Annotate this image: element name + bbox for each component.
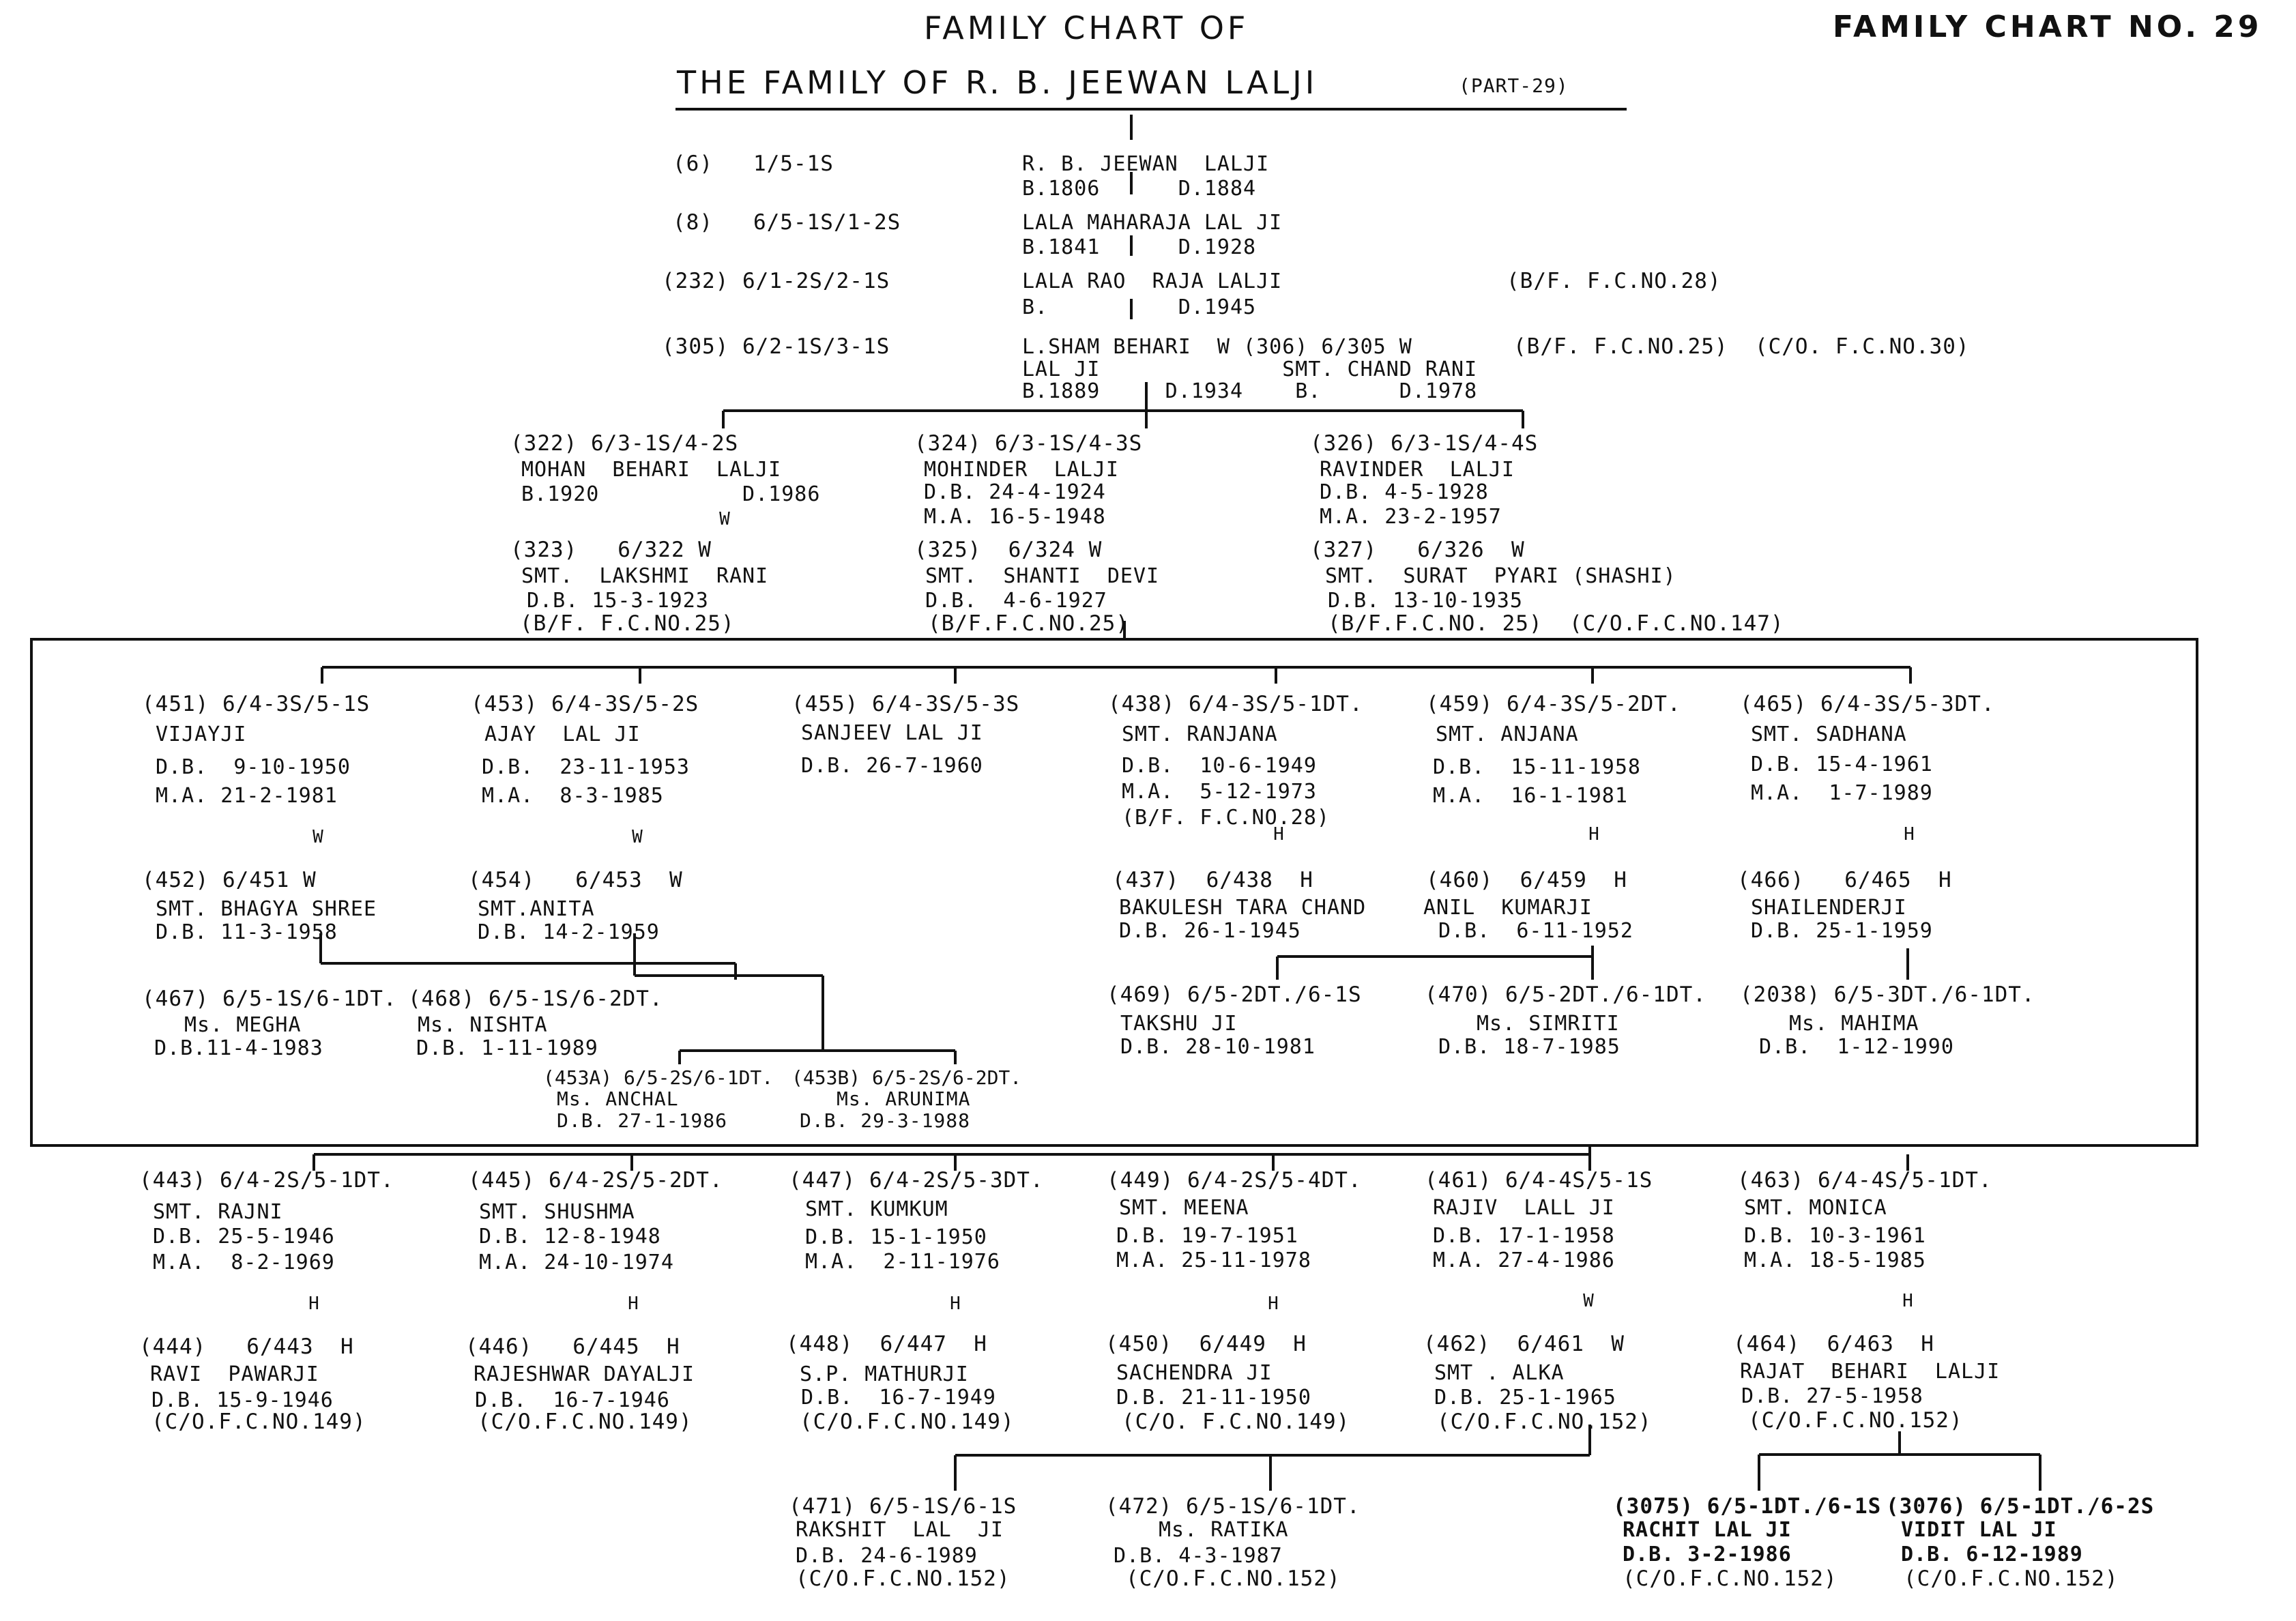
relation-marker: H [308, 1294, 319, 1314]
gen5-dates: D.B. 15-11-1958 M.A. 16-1-1981 [1433, 755, 1641, 808]
spouse-dates: D.B. 11-3-1958 [156, 920, 338, 944]
spouse-dates: D.B. 15-3-1923 [527, 589, 709, 613]
spouse-name: SMT.ANITA [478, 897, 595, 921]
spouse-note: (C/O.F.C.NO.152) [1437, 1410, 1652, 1434]
gen5-name: SMT. RANJANA [1122, 722, 1278, 746]
gen5-dates: D.B. 15-1-1950 M.A. 2-11-1976 [805, 1225, 1000, 1274]
gen5-dates: D.B. 26-7-1960 [801, 754, 983, 778]
gen5-name: SMT. MONICA [1744, 1196, 1887, 1220]
spouse-dates: D.B. 21-11-1950 [1116, 1386, 1311, 1410]
gen4-code: (324) 6/3-1S/4-3S [914, 431, 1143, 456]
spouse-dates: D.B. 25-1-1959 [1751, 919, 1933, 943]
gen6-dates: D.B. 28-10-1981 [1120, 1035, 1316, 1059]
gen6-note: (C/O.F.C.NO.152) [1126, 1566, 1341, 1591]
gen6-dates: D.B. 27-1-1986 [557, 1109, 728, 1132]
spouse-dates: D.B. 13-10-1935 [1328, 589, 1523, 613]
relation-marker: W [719, 509, 730, 529]
relation-marker: H [1273, 824, 1284, 845]
gen6-name: RACHIT LAL JI [1623, 1518, 1792, 1542]
spouse-code: (464) 6/463 H [1733, 1332, 1934, 1356]
spouse-dates: D.B. 16-7-1946 [475, 1388, 670, 1412]
ancestor-dates: B. D.1945 [1022, 295, 1257, 319]
gen6-name: Ms. SIMRITI [1477, 1012, 1620, 1036]
gen4-name: RAVINDER LALJI [1320, 458, 1515, 482]
gen6-note: (C/O.F.C.NO.152) [1623, 1566, 1837, 1591]
ancestor-dates: B.1841 D.1928 [1022, 235, 1257, 259]
chart-title-line2: THE FAMILY OF R. B. JEEWAN LALJI [677, 64, 1318, 101]
gen6-name: Ms. ARUNIMA [837, 1087, 971, 1110]
gen4-name: MOHAN BEHARI LALJI [521, 458, 782, 482]
gen6-dates: D.B. 1-11-1989 [416, 1036, 598, 1060]
spouse-name: SHAILENDERJI [1751, 896, 1907, 920]
spouse-dates: D.B. 26-1-1945 [1119, 919, 1301, 943]
chart-title-line1: FAMILY CHART OF [924, 10, 1249, 46]
spouse-name: ANIL KUMARJI [1423, 896, 1593, 920]
ancestor-name: R. B. JEEWAN LALJI [1022, 152, 1270, 176]
gen5-code: (443) 6/4-2S/5-1DT. [139, 1168, 394, 1193]
gen5-dates: D.B. 9-10-1950 M.A. 21-2-1981 [156, 755, 351, 808]
spouse-name: SMT. BHAGYA SHREE [156, 897, 377, 921]
gen6-name: Ms. ANCHAL [557, 1087, 679, 1110]
gen5-code: (447) 6/4-2S/5-3DT. [789, 1168, 1044, 1193]
spouse-note: (B/F. F.C.NO.25) [520, 611, 735, 636]
gen5-name: SMT. SADHANA [1751, 722, 1907, 746]
spouse-dates: D.B. 27-5-1958 [1741, 1384, 1923, 1408]
relation-marker: W [1583, 1291, 1594, 1311]
spouse-code: (446) 6/445 H [465, 1334, 680, 1359]
spouse-note: (B/F.F.C.NO.25) [928, 611, 1129, 636]
gen5-name: AJAY LAL JI [484, 722, 641, 746]
spouse-name: RAVI PAWARJI [150, 1362, 319, 1386]
gen6-code: (469) 6/5-2DT./6-1S [1107, 982, 1362, 1007]
chart-number: FAMILY CHART NO. 29 [1833, 10, 2263, 44]
spouse-name: SMT. LAKSHMI RANI [521, 564, 769, 588]
gen6-note: (C/O.F.C.NO.152) [796, 1566, 1011, 1591]
gen4-code: (322) 6/3-1S/4-2S [510, 431, 739, 456]
gen5-code: (453) 6/4-3S/5-2S [471, 692, 699, 716]
gen5-name: SMT. KUMKUM [805, 1197, 948, 1221]
spouse-note: (C/O.F.C.NO.149) [800, 1410, 1015, 1434]
gen5-name: RAJIV LALL JI [1433, 1196, 1615, 1220]
gen6-name: RAKSHIT LAL JI [796, 1518, 1004, 1542]
gen5-dates: D.B. 15-4-1961 M.A. 1-7-1989 [1751, 753, 1933, 805]
relation-marker: H [1588, 824, 1599, 845]
gen6-dates: D.B.11-4-1983 [154, 1036, 323, 1060]
ancestor-name: L.SHAM BEHARI W (306) 6/305 W [1022, 335, 1412, 359]
spouse-note: (C/O.F.C.NO.149) [151, 1410, 366, 1434]
gen5-dates: D.B. 23-11-1953 M.A. 8-3-1985 [482, 755, 690, 808]
gen6-dates: D.B. 1-12-1990 [1759, 1035, 1954, 1059]
spouse-code: (454) 6/453 W [468, 868, 683, 892]
gen6-code: (2038) 6/5-3DT./6-1DT. [1740, 982, 2035, 1007]
gen5-code: (445) 6/4-2S/5-2DT. [468, 1168, 723, 1193]
gen5-name: VIJAYJI [156, 722, 247, 746]
ancestor-dates: B.1806 D.1884 [1022, 177, 1257, 201]
gen5-code: (463) 6/4-4S/5-1DT. [1737, 1168, 1992, 1193]
gen6-code: (467) 6/5-1S/6-1DT. [142, 987, 397, 1011]
gen6-code: (472) 6/5-1S/6-1DT. [1105, 1494, 1361, 1519]
spouse-dates: D.B. 25-1-1965 [1434, 1386, 1616, 1410]
gen5-name: SMT. SHUSHMA [479, 1200, 635, 1224]
spouse-code: (450) 6/449 H [1105, 1332, 1307, 1356]
spouse-code: (323) 6/322 W [510, 538, 712, 562]
spouse-name: SMT. SURAT PYARI (SHASHI) [1325, 564, 1676, 588]
relation-marker: H [1904, 824, 1915, 845]
gen6-dates: D.B. 4-3-1987 [1114, 1544, 1283, 1568]
gen6-dates: D.B. 18-7-1985 [1438, 1035, 1621, 1059]
gen6-name: Ms. MAHIMA [1789, 1012, 1919, 1036]
spouse-name: SMT . ALKA [1434, 1361, 1565, 1385]
relation-marker: H [1268, 1294, 1279, 1314]
relation-marker: W [632, 827, 643, 847]
gen6-name: Ms. RATIKA [1159, 1518, 1289, 1542]
ancestor-code: (8) 6/5-1S/1-2S [673, 210, 901, 235]
gen5-code: (438) 6/4-3S/5-1DT. [1108, 692, 1363, 716]
gen5-code: (451) 6/4-3S/5-1S [142, 692, 370, 716]
gen6-name: VIDIT LAL JI [1901, 1518, 2057, 1542]
gen6-code: (3076) 6/5-1DT./6-2S [1886, 1494, 2155, 1519]
gen4-name: MOHINDER LALJI [924, 458, 1119, 482]
gen5-dates: D.B. 10-3-1961 M.A. 18-5-1985 [1744, 1224, 1926, 1272]
gen5-code: (459) 6/4-3S/5-2DT. [1426, 692, 1681, 716]
spouse-dates: D.B. 15-9-1946 [151, 1388, 334, 1412]
ancestor-name: LALA MAHARAJA LAL JI [1022, 211, 1283, 235]
spouse-dates: D.B. 4-6-1927 [925, 589, 1107, 613]
gen6-dates: D.B. 3-2-1986 [1623, 1543, 1792, 1566]
ancestor-code: (305) 6/2-1S/3-1S [662, 334, 890, 359]
ancestor-code: (232) 6/1-2S/2-1S [662, 269, 890, 293]
spouse-note: (C/O. F.C.NO.149) [1122, 1410, 1350, 1434]
gen4-code: (326) 6/3-1S/4-4S [1310, 431, 1539, 456]
gen5-dates: D.B. 10-6-1949 M.A. 5-12-1973 (B/F. F.C.NO.28) [1122, 754, 1330, 830]
gen6-note: (C/O.F.C.NO.152) [1904, 1566, 2119, 1591]
spouse-note: (C/O.F.C.NO.152) [1748, 1408, 1963, 1433]
gen6-code: (470) 6/5-2DT./6-1DT. [1425, 982, 1706, 1007]
gen4-dates: D.B. 24-4-1924 M.A. 16-5-1948 [924, 480, 1106, 529]
gen6-code: (468) 6/5-1S/6-2DT. [408, 987, 663, 1011]
gen5-code: (449) 6/4-2S/5-4DT. [1107, 1168, 1362, 1193]
gen5-code: (465) 6/4-3S/5-3DT. [1740, 692, 1995, 716]
spouse-dates: D.B. 16-7-1949 [801, 1386, 996, 1410]
ancestor-note: (B/F. F.C.NO.25) (C/O. F.C.NO.30) [1513, 334, 1970, 359]
gen6-code: (453B) 6/5-2S/6-2DT. [791, 1066, 1022, 1089]
spouse-code: (462) 6/461 W [1423, 1332, 1625, 1356]
gen6-name: TAKSHU JI [1120, 1012, 1238, 1036]
spouse-code: (460) 6/459 H [1426, 868, 1627, 892]
spouse-code: (437) 6/438 H [1112, 868, 1313, 892]
relation-marker: H [1902, 1291, 1913, 1311]
gen5-dates: D.B. 17-1-1958 M.A. 27-4-1986 [1433, 1224, 1615, 1272]
spouse-code: (325) 6/324 W [914, 538, 1103, 562]
gen6-dates: D.B. 6-12-1989 [1901, 1543, 2083, 1566]
gen6-code: (3075) 6/5-1DT./6-1S [1613, 1494, 1882, 1519]
gen5-dates: D.B. 12-8-1948 M.A. 24-10-1974 [479, 1225, 674, 1274]
ancestor-note: (B/F. F.C.NO.28) [1507, 269, 1721, 293]
spouse-name: BAKULESH TARA CHAND [1119, 896, 1367, 920]
gen4-dates: D.B. 4-5-1928 M.A. 23-2-1957 [1320, 480, 1502, 529]
gen6-code: (453A) 6/5-2S/6-1DT. [543, 1066, 774, 1089]
spouse-name: SACHENDRA JI [1116, 1361, 1273, 1385]
spouse-dates: D.B. 6-11-1952 [1438, 919, 1633, 943]
relation-marker: H [628, 1294, 639, 1314]
spouse-code: (444) 6/443 H [139, 1334, 354, 1359]
spouse-code: (448) 6/447 H [786, 1332, 987, 1356]
spouse-name: SMT. SHANTI DEVI [925, 564, 1160, 588]
ancestor-name: LALA RAO RAJA LALJI [1022, 269, 1283, 293]
gen6-dates: D.B. 24-6-1989 [796, 1544, 978, 1568]
spouse-code: (466) 6/465 H [1737, 868, 1952, 892]
gen6-code: (471) 6/5-1S/6-1S [789, 1494, 1017, 1519]
gen6-name: Ms. NISHTA [418, 1013, 548, 1037]
gen4-dates: B.1920 D.1986 [521, 482, 821, 506]
spouse-dates: D.B. 14-2-1959 [478, 920, 660, 944]
spouse-name: S.P. MATHURJI [800, 1362, 969, 1386]
spouse-code: (327) 6/326 W [1310, 538, 1525, 562]
gen5-name: SMT. ANJANA [1436, 722, 1579, 746]
gen5-name: SMT. RAJNI [153, 1200, 283, 1224]
spouse-note: (B/F.F.C.NO. 25) (C/O.F.C.NO.147) [1328, 611, 1784, 636]
gen5-code: (455) 6/4-3S/5-3S [791, 692, 1020, 716]
spouse-note: (C/O.F.C.NO.149) [478, 1410, 693, 1434]
ancestor-code: (6) 1/5-1S [673, 151, 834, 176]
chart-part-label: (PART-29) [1459, 74, 1569, 97]
relation-marker: H [950, 1294, 961, 1314]
gen5-code: (461) 6/4-4S/5-1S [1425, 1168, 1653, 1193]
spouse-code: (452) 6/451 W [142, 868, 317, 892]
gen5-name: SANJEEV LAL JI [801, 721, 983, 745]
gen5-name: SMT. MEENA [1119, 1196, 1249, 1220]
title-underline [675, 108, 1627, 111]
gen5-dates: D.B. 25-5-1946 M.A. 8-2-1969 [153, 1225, 335, 1274]
relation-marker: W [313, 827, 323, 847]
gen5-dates: D.B. 19-7-1951 M.A. 25-11-1978 [1116, 1224, 1311, 1272]
ancestor-dates: LAL JI SMT. CHAND RANI B.1889 D.1934 B. D.1978 [1022, 357, 1478, 403]
spouse-name: RAJAT BEHARI LALJI [1740, 1360, 2001, 1384]
gen6-name: Ms. MEGHA [184, 1013, 302, 1037]
spouse-name: RAJESHWAR DAYALJI [474, 1362, 695, 1386]
gen6-dates: D.B. 29-3-1988 [800, 1109, 971, 1132]
